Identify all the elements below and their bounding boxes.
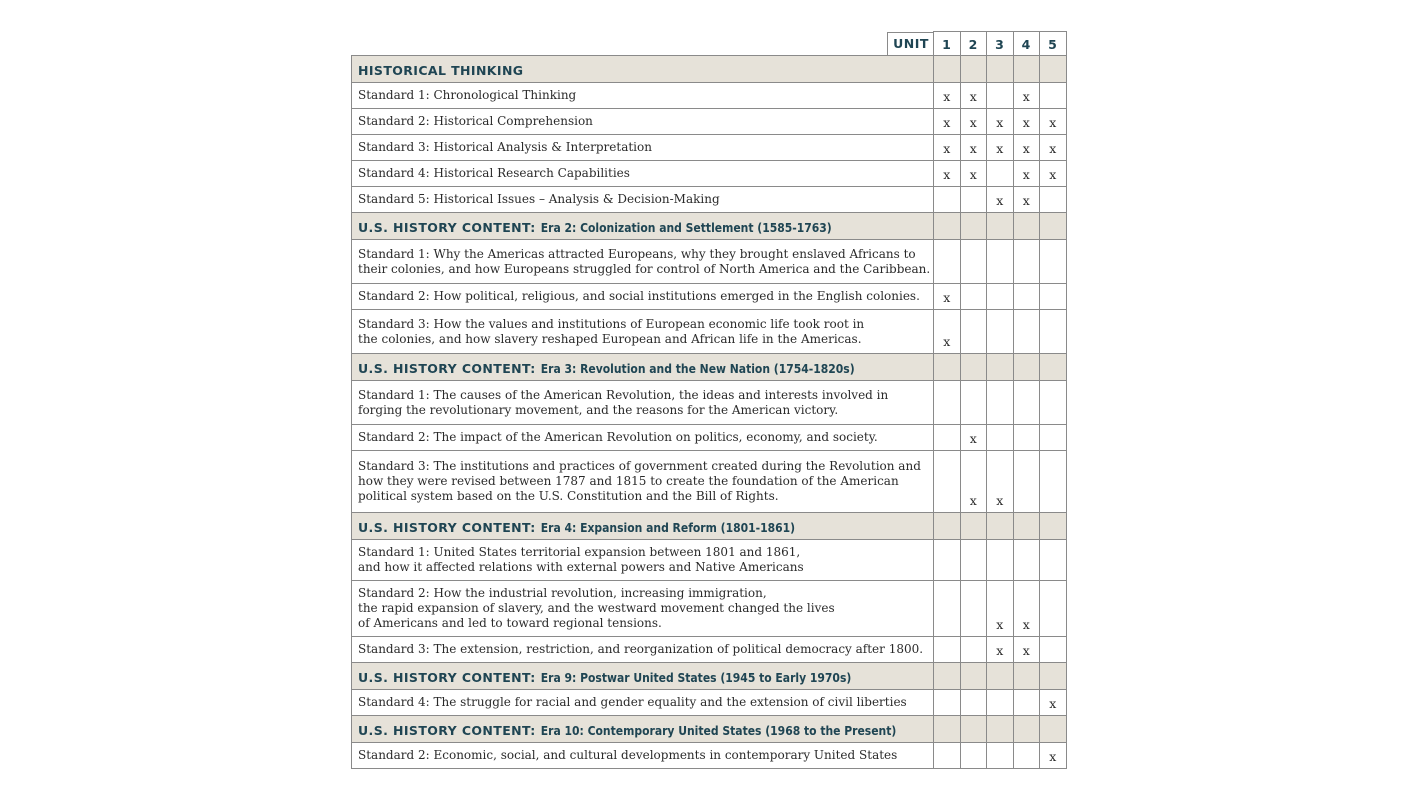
unit-3-mark-cell [987,135,1014,161]
section-header-row [352,663,1067,690]
standard-label [352,284,934,310]
section-unit-cell [1013,513,1040,540]
unit-mark: x [943,89,951,104]
unit-mark: x [1022,89,1030,104]
unit-5-mark-cell [1040,284,1067,310]
unit-mark: x [1022,141,1030,156]
unit-5-mark-cell [1040,240,1067,284]
unit-5-mark-cell [1040,540,1067,581]
section-unit-cell [934,56,961,83]
standard-row [352,743,1067,769]
unit-mark: x [943,167,951,182]
unit-1-mark-cell [934,637,961,663]
unit-2-mark-cell [960,187,987,213]
unit-mark: x [1049,696,1057,711]
unit-5-mark-cell [1040,161,1067,187]
unit-mark: x [1022,193,1030,208]
unit-3-mark-cell [987,240,1014,284]
unit-mark: x [1049,167,1057,182]
section-prefix: U.S. HISTORY CONTENT: [358,219,536,235]
standard-label [352,690,934,716]
standard-label [352,637,934,663]
section-unit-cell [1013,663,1040,690]
section-era: Era 4: Expansion and Reform (1801-1861) [540,520,796,535]
unit-2-mark-cell [960,135,987,161]
unit-4-mark-cell [1013,381,1040,425]
unit-1-mark-cell [934,425,961,451]
section-prefix: U.S. HISTORY CONTENT: [358,519,536,535]
unit-1-mark-cell [934,284,961,310]
standard-row [352,540,1067,581]
unit-mark: x [1049,115,1057,130]
unit-2-mark-cell [960,381,987,425]
section-unit-cell [934,663,961,690]
section-unit-cell [987,513,1014,540]
section-unit-cell [960,213,987,240]
standard-row [352,135,1067,161]
unit-1-mark-cell [934,135,961,161]
standard-row [352,240,1067,284]
unit-mark: x [1022,643,1030,658]
section-unit-cell [934,716,961,743]
standard-row [352,310,1067,354]
standard-text-line: Standard 4: Historical Research Capabilities [358,166,630,180]
unit-2-mark-cell [960,451,987,513]
standard-text-line: their colonies, and how Europeans struggled for control of North America and the Caribbean. [358,261,931,276]
unit-4-mark-cell [1013,310,1040,354]
unit-mark: x [1049,141,1057,156]
section-era: Era 9: Postwar United States (1945 to Early 1970s) [540,670,852,685]
standard-label [352,161,934,187]
unit-3-mark-cell [987,690,1014,716]
unit-3-mark-cell [987,581,1014,637]
unit-3-mark-cell [987,83,1014,109]
standard-row [352,425,1067,451]
unit-5-mark-cell [1040,690,1067,716]
standard-text-line: political system based on the U.S. Constitution and the Bill of Rights. [358,489,779,503]
standard-label [352,187,934,213]
section-prefix: U.S. HISTORY CONTENT: [358,360,536,376]
section-prefix: U.S. HISTORY CONTENT: [358,669,536,685]
unit-3-mark-cell [987,743,1014,769]
standard-row [352,161,1067,187]
section-title [352,716,934,743]
standard-label [352,135,934,161]
unit-mark: x [969,115,977,130]
unit-4-mark-cell [1013,135,1040,161]
standard-row [352,83,1067,109]
unit-mark: x [1022,115,1030,130]
unit-4-mark-cell [1013,109,1040,135]
unit-1-mark-cell [934,161,961,187]
section-unit-cell [1040,513,1067,540]
section-unit-cell [987,213,1014,240]
unit-mark: x [996,617,1004,632]
unit-2-mark-cell [960,540,987,581]
unit-4-mark-cell [1013,425,1040,451]
section-unit-cell [987,354,1014,381]
unit-label-cell [887,32,934,55]
standard-label [352,381,934,425]
section-unit-cell [987,56,1014,83]
unit-4-mark-cell [1013,187,1040,213]
unit-4-mark-cell [1013,690,1040,716]
unit-2-mark-cell [960,109,987,135]
standards-table [351,31,1067,769]
unit-header-row [352,32,1067,56]
standard-text-line: of Americans and led to toward regional tensions. [358,616,662,630]
unit-4-mark-cell [1013,637,1040,663]
standard-label [352,310,934,354]
unit-5-mark-cell [1040,109,1067,135]
unit-2-mark-cell [960,581,987,637]
section-title [352,213,934,240]
unit-5-mark-cell [1040,187,1067,213]
section-unit-cell [1040,213,1067,240]
standard-label [352,451,934,513]
unit-mark: x [943,115,951,130]
unit-1-mark-cell [934,240,961,284]
unit-mark: x [969,89,977,104]
unit-3-mark-cell [987,425,1014,451]
unit-mark: x [1049,749,1057,764]
standard-row [352,690,1067,716]
unit-number-1: 1 [934,32,961,56]
section-header-row [352,716,1067,743]
unit-2-mark-cell [960,83,987,109]
section-unit-cell [960,663,987,690]
section-unit-cell [1040,663,1067,690]
standard-label [352,540,934,581]
unit-5-mark-cell [1040,581,1067,637]
unit-1-mark-cell [934,109,961,135]
unit-label: UNIT [893,36,929,52]
standard-text-line: Standard 3: Historical Analysis & Interpretation [358,140,652,154]
section-unit-cell [934,513,961,540]
standard-text-line: Standard 1: Why the Americas attracted Europeans, why they brought enslaved Africans to [358,246,916,261]
standard-text-line: Standard 1: United States territorial expansion between 1801 and 1861, [358,545,801,559]
unit-mark: x [996,643,1004,658]
unit-mark: x [943,141,951,156]
section-unit-cell [1040,56,1067,83]
standard-text-line: Standard 2: Economic, social, and cultural developments in contemporary United States [358,748,898,762]
unit-mark: x [969,167,977,182]
unit-2-mark-cell [960,690,987,716]
standard-text-line: how they were revised between 1787 and 1815 to create the foundation of the American [358,474,899,488]
unit-1-mark-cell [934,187,961,213]
unit-3-mark-cell [987,381,1014,425]
unit-4-mark-cell [1013,540,1040,581]
unit-mark: x [996,141,1004,156]
unit-1-mark-cell [934,540,961,581]
section-unit-cell [934,213,961,240]
standard-row [352,284,1067,310]
unit-4-mark-cell [1013,451,1040,513]
unit-3-mark-cell [987,310,1014,354]
unit-4-mark-cell [1013,83,1040,109]
unit-5-mark-cell [1040,425,1067,451]
standard-label [352,240,934,284]
standard-text-line: Standard 3: The institutions and practices of government created during the Revolution and [358,459,921,473]
section-header-row [352,513,1067,540]
unit-3-mark-cell [987,451,1014,513]
section-title [352,354,934,381]
unit-1-mark-cell [934,581,961,637]
standard-text-line: the colonies, and how slavery reshaped European and African life in the Americas. [358,331,862,346]
unit-mark: x [969,431,977,446]
unit-mark: x [996,193,1004,208]
standard-label [352,109,934,135]
standard-text-line: Standard 1: The causes of the American Revolution, the ideas and interests involved in [358,387,889,402]
unit-2-mark-cell [960,284,987,310]
standard-row [352,637,1067,663]
standard-text-line: Standard 2: The impact of the American Revolution on politics, economy, and society. [358,430,878,444]
unit-1-mark-cell [934,310,961,354]
section-header-row [352,354,1067,381]
section-unit-cell [1013,716,1040,743]
unit-mark: x [969,141,977,156]
unit-2-mark-cell [960,310,987,354]
section-unit-cell [987,716,1014,743]
section-unit-cell [1013,213,1040,240]
unit-2-mark-cell [960,425,987,451]
standard-row [352,381,1067,425]
standard-label [352,425,934,451]
unit-3-mark-cell [987,540,1014,581]
unit-1-mark-cell [934,451,961,513]
section-unit-cell [1013,56,1040,83]
unit-4-mark-cell [1013,161,1040,187]
unit-5-mark-cell [1040,83,1067,109]
section-unit-cell [1040,716,1067,743]
unit-1-mark-cell [934,83,961,109]
section-unit-cell [934,354,961,381]
section-title [352,663,934,690]
section-era: Era 10: Contemporary United States (1968 to the Present) [540,723,897,738]
section-header-row [352,213,1067,240]
section-era: Era 3: Revolution and the New Nation (1754-1820s) [540,361,855,376]
unit-mark: x [969,493,977,508]
section-prefix: U.S. HISTORY CONTENT: [358,722,536,738]
section-unit-cell [1013,354,1040,381]
section-unit-cell [960,513,987,540]
unit-4-mark-cell [1013,240,1040,284]
standard-text-line: Standard 2: How the industrial revolution, increasing immigration, [358,586,767,600]
unit-5-mark-cell [1040,381,1067,425]
unit-2-mark-cell [960,161,987,187]
unit-3-mark-cell [987,284,1014,310]
unit-5-mark-cell [1040,743,1067,769]
standard-row [352,187,1067,213]
standard-text-line: forging the revolutionary movement, and the reasons for the American victory. [358,402,839,417]
section-unit-cell [960,56,987,83]
standard-row [352,109,1067,135]
standard-label [352,743,934,769]
unit-3-mark-cell [987,161,1014,187]
section-header-row [352,56,1067,83]
standard-text-line: Standard 4: The struggle for racial and gender equality and the extension of civil liberties [358,695,907,709]
unit-5-mark-cell [1040,637,1067,663]
unit-3-mark-cell [987,637,1014,663]
standard-label [352,581,934,637]
standard-text-line: Standard 5: Historical Issues – Analysis & Decision-Making [358,192,720,206]
unit-1-mark-cell [934,381,961,425]
section-prefix: HISTORICAL THINKING [358,62,524,78]
section-era: Era 2: Colonization and Settlement (1585-1763) [540,220,832,235]
unit-mark: x [1022,167,1030,182]
section-unit-cell [960,716,987,743]
unit-3-mark-cell [987,187,1014,213]
section-unit-cell [1040,354,1067,381]
unit-number-5: 5 [1040,32,1067,56]
unit-number-4: 4 [1013,32,1040,56]
standard-text-line: Standard 3: How the values and institutions of European economic life took root in [358,316,865,331]
standard-text-line: Standard 1: Chronological Thinking [358,88,577,102]
section-unit-cell [960,354,987,381]
unit-2-mark-cell [960,743,987,769]
section-unit-cell [987,663,1014,690]
unit-2-mark-cell [960,637,987,663]
standard-text-line: Standard 2: How political, religious, and social institutions emerged in the English colonies. [358,289,920,303]
unit-4-mark-cell [1013,581,1040,637]
unit-2-mark-cell [960,240,987,284]
unit-4-mark-cell [1013,284,1040,310]
standard-text-line: and how it affected relations with external powers and Native Americans [358,560,804,574]
unit-1-mark-cell [934,690,961,716]
section-title [352,56,934,83]
unit-mark: x [1022,617,1030,632]
standard-text-line: the rapid expansion of slavery, and the westward movement changed the lives [358,601,835,615]
standard-label [352,83,934,109]
unit-3-mark-cell [987,109,1014,135]
standard-text-line: Standard 2: Historical Comprehension [358,114,593,128]
standard-row [352,451,1067,513]
section-title [352,513,934,540]
standard-row [352,581,1067,637]
unit-mark: x [943,334,951,349]
unit-number-2: 2 [960,32,987,56]
unit-5-mark-cell [1040,310,1067,354]
unit-mark: x [996,115,1004,130]
unit-5-mark-cell [1040,135,1067,161]
unit-number-3: 3 [987,32,1014,56]
unit-1-mark-cell [934,743,961,769]
standard-text-line: Standard 3: The extension, restriction, and reorganization of political democracy after 1800. [358,642,924,656]
unit-4-mark-cell [1013,743,1040,769]
unit-mark: x [996,493,1004,508]
unit-5-mark-cell [1040,451,1067,513]
unit-mark: x [943,290,951,305]
